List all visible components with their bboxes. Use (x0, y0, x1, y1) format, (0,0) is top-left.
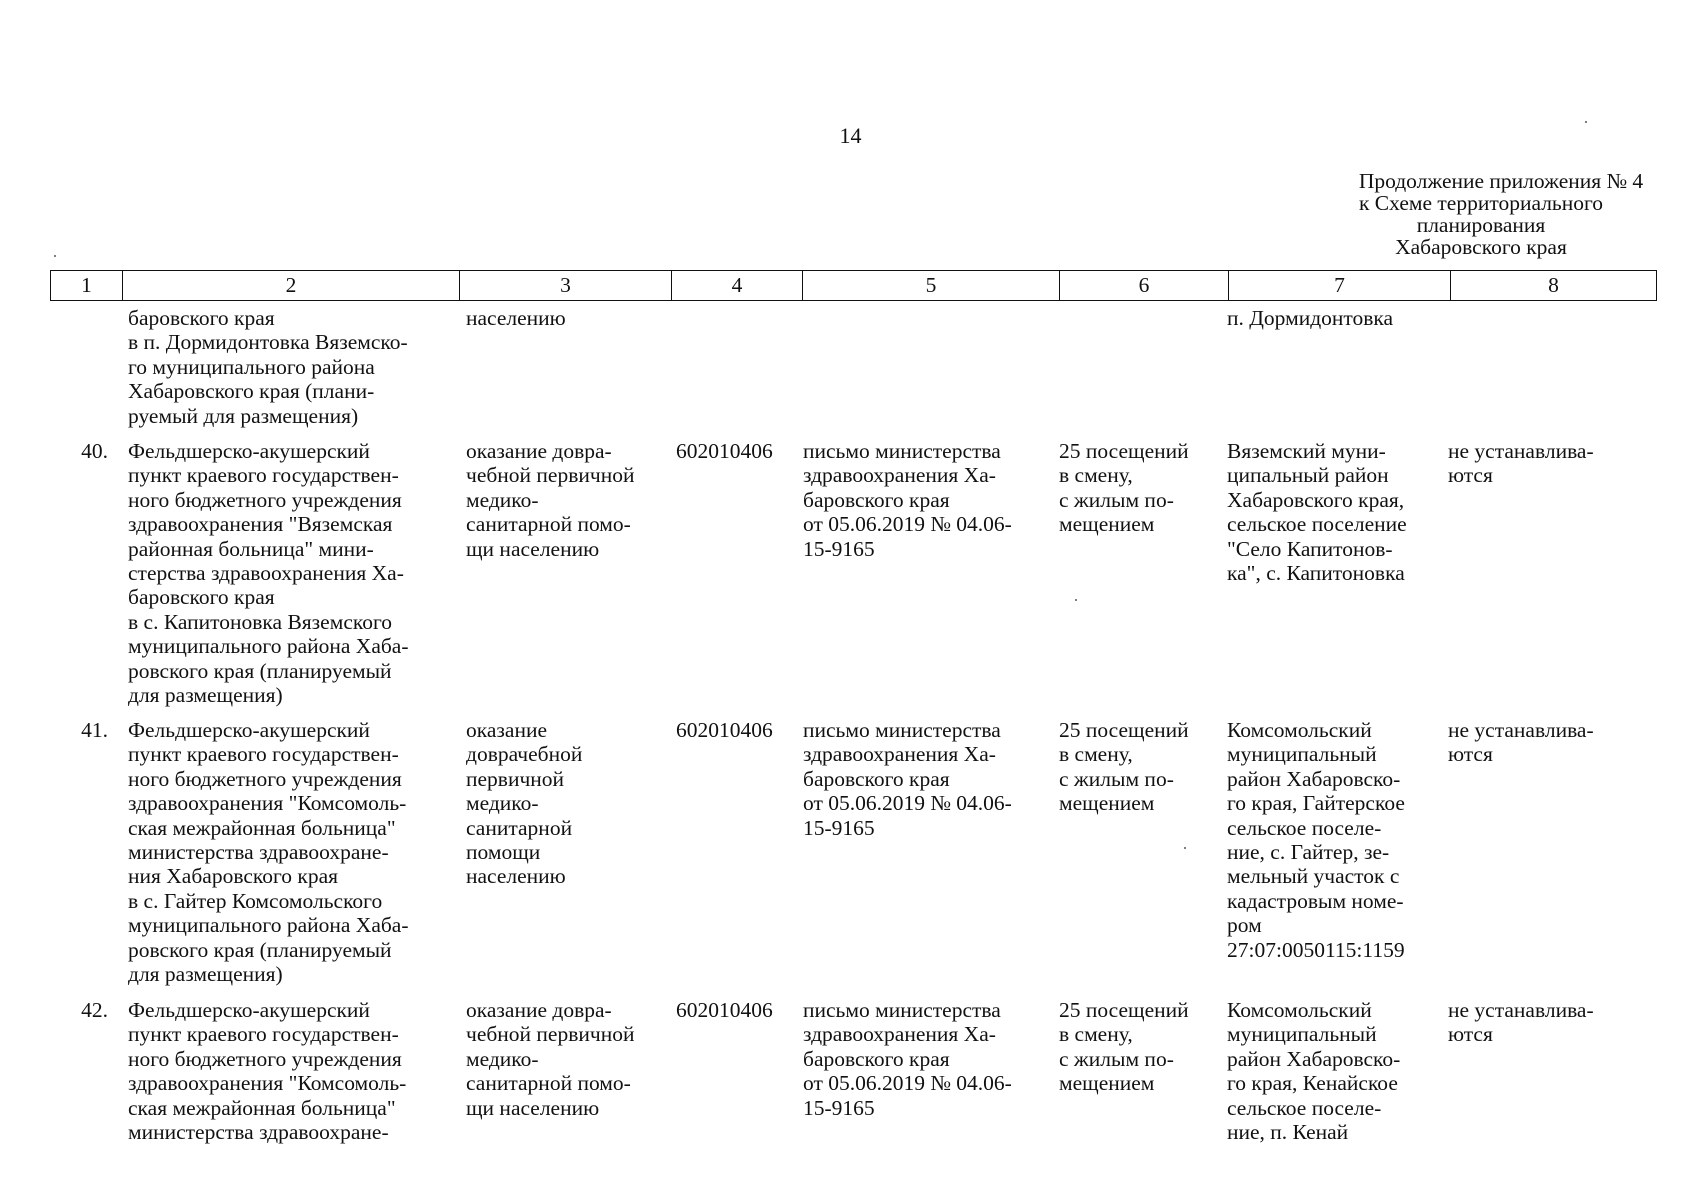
column-number: 1 (51, 271, 123, 301)
column-number: 7 (1229, 271, 1451, 301)
code-cell: 602010406 (676, 718, 773, 742)
column-number: 8 (1451, 271, 1657, 301)
object-name-cell: Фельдшерско-акушерский пункт краевого государствен- ного бюджетного учреждения здравоохранения "Вяземская районная больница" мини- стерства здравоохранения Ха- баровского края в с. Капитоновка Вяземского муниципального района Хаба- ровского края (планируемый для размещения) (128, 439, 409, 708)
annex-heading (1300, 170, 1662, 258)
location-cell: п. Дормидонтовка (1227, 306, 1394, 330)
document-cell: письмо министерства здравоохранения Ха- баровского края от 05.06.2019 № 04.06- 15-9165 (803, 439, 1012, 561)
capacity-cell: 25 посещений в смену, с жилым по- мещением (1059, 998, 1189, 1096)
service-cell: оказание довра- чебной первичной медико- санитарной помо- щи населению (466, 439, 635, 561)
object-name-cell: Фельдшерско-акушерский пункт краевого государствен- ного бюджетного учреждения здравоохранения "Комсомоль- ская межрайонная больница" министерства здравоохране- ния Хабаровского края в с. Гайтер Комсомольского муниципального района Хаба- ровского края (планируемый для размещения) (128, 718, 409, 987)
zones-cell: не устанавлива- ются (1448, 439, 1594, 488)
column-number: 5 (803, 271, 1060, 301)
document-cell: письмо министерства здравоохранения Ха- баровского края от 05.06.2019 № 04.06- 15-9165 (803, 998, 1012, 1120)
code-cell: 602010406 (676, 439, 773, 463)
annex-line-4: Хабаровского края (1395, 235, 1567, 259)
annex-line-3: планирования (1416, 213, 1546, 237)
location-cell: Комсомольский муниципальный район Хабаровско- го края, Гайтерское сельское поселе- ние, с. Гайтер, зе- мельный участок с кадастровым номе- ром 27:07:0050115:1159 (1227, 718, 1405, 962)
header-row (51, 271, 1657, 301)
zones-cell: не устанавлива- ются (1448, 998, 1594, 1047)
scan-speck (1184, 847, 1186, 849)
service-cell: оказание довра- чебной первичной медико- санитарной помо- щи населению (466, 998, 635, 1120)
column-number: 6 (1060, 271, 1229, 301)
code-cell: 602010406 (676, 998, 773, 1022)
row-number: 42. (81, 998, 108, 1022)
row-number: 40. (81, 439, 108, 463)
annex-line-1: Продолжение приложения № 4 (1358, 169, 1644, 193)
service-cell: оказание доврачебной первичной медико- санитарной помощи населению (466, 718, 583, 889)
column-number: 3 (460, 271, 672, 301)
capacity-cell: 25 посещений в смену, с жилым по- мещением (1059, 439, 1189, 537)
column-number: 2 (123, 271, 460, 301)
object-name-cell: баровского края в п. Дормидонтовка Вяземско- го муниципального района Хабаровского края (плани- руемый для размещения) (128, 306, 408, 428)
row-number: 41. (81, 718, 108, 742)
location-cell: Комсомольский муниципальный район Хабаровско- го края, Кенайское сельское поселе- ние, п. Кенай (1227, 998, 1401, 1145)
column-number: 4 (672, 271, 803, 301)
page-number: 14 (839, 123, 862, 148)
scan-speck (1585, 121, 1587, 123)
service-cell: населению (466, 306, 566, 330)
object-name-cell: Фельдшерско-акушерский пункт краевого государствен- ного бюджетного учреждения здравоохранения "Комсомоль- ская межрайонная больница" министерства здравоохране- (128, 998, 407, 1145)
scan-speck (54, 255, 56, 257)
column-number-header (50, 270, 1657, 301)
document-cell: письмо министерства здравоохранения Ха- баровского края от 05.06.2019 № 04.06- 15-9165 (803, 718, 1012, 840)
zones-cell: не устанавлива- ются (1448, 718, 1594, 767)
location-cell: Вяземский муни- ципальный район Хабаровского края, сельское поселение "Село Капитонов- ка", с. Капитоновка (1227, 439, 1407, 586)
capacity-cell: 25 посещений в смену, с жилым по- мещением (1059, 718, 1189, 816)
scan-speck (1075, 599, 1077, 601)
annex-line-2: к Схеме территориального (1358, 191, 1604, 215)
